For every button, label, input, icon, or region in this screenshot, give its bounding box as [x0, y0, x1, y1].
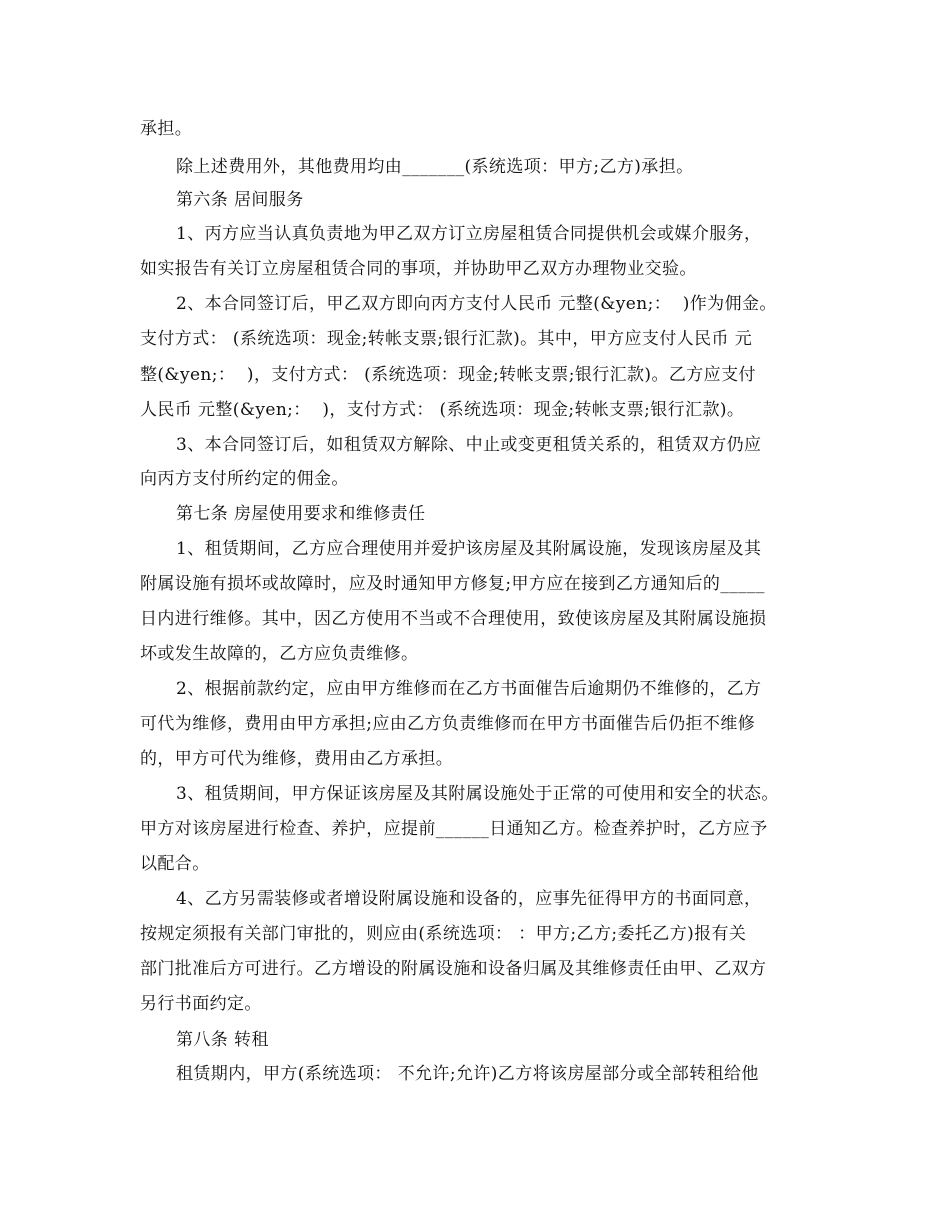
text-line: 除上述费用外，其他费用均由_______(系统选项：甲方;乙方)承担。 [176, 157, 694, 177]
text-line: 3、本合同签订后，如租赁双方解除、中止或变更租赁关系的，租赁双方仍应 [176, 435, 762, 455]
text-line: 支付方式： (系统选项：现金;转帐支票;银行汇款)。其中，甲方应支付人民币 元 [140, 329, 753, 349]
text-line: 另行书面约定。 [140, 994, 262, 1014]
text-line: 4、乙方另需装修或者增设附属设施和设备的，应事先征得甲方的书面同意， [176, 889, 762, 909]
text-line: 向丙方支付所约定的佣金。 [140, 469, 349, 489]
text-line: 甲方对该房屋进行检查、养护，应提前______日通知乙方。检查养护时，乙方应予 [140, 819, 768, 839]
text-line: 按规定须报有关部门审批的，则应由(系统选项： ：甲方;乙方;委托乙方)报有关 [140, 924, 747, 944]
section-heading: 第七条 房屋使用要求和维修责任 [176, 504, 426, 524]
text-line: 3、租赁期间，甲方保证该房屋及其附属设施处于正常的可使用和安全的状态。 [176, 784, 779, 804]
section-heading: 第六条 居间服务 [176, 190, 304, 210]
text-line: 如实报告有关订立房屋租赁合同的事项，并协助甲乙双方办理物业交验。 [140, 259, 697, 279]
text-line: 2、本合同签订后，甲乙双方即向丙方支付人民币 元整(&yen;： )作为佣金。 [176, 294, 777, 314]
text-line: 可代为维修，费用由甲方承担;应由乙方负责维修而在甲方书面催告后仍拒不维修 [140, 714, 756, 734]
text-line: 租赁期内，甲方(系统选项： 不允许;允许)乙方将该房屋部分或全部转租给他 [176, 1064, 759, 1084]
text-line: 的，甲方可代为维修，费用由乙方承担。 [140, 749, 454, 769]
text-line: 部门批准后方可进行。乙方增设的附属设施和设备归属及其维修责任由甲、乙双方 [140, 959, 767, 979]
text-line: 人民币 元整(&yen;： )，支付方式： (系统选项：现金;转帐支票;银行汇款)。 [140, 400, 745, 420]
text-line: 承担。 [140, 119, 193, 139]
text-line: 坏或发生故障的，乙方应负责维修。 [140, 644, 419, 664]
text-line: 附属设施有损坏或故障时，应及时通知甲方修复;甲方应在接到乙方通知后的_____ [140, 574, 765, 594]
section-heading: 第八条 转租 [176, 1030, 269, 1050]
text-line: 2、根据前款约定，应由甲方维修而在乙方书面催告后逾期仍不维修的，乙方 [176, 679, 762, 699]
text-line: 1、丙方应当认真负责地为甲乙双方订立房屋租赁合同提供机会或媒介服务， [176, 224, 762, 244]
text-line: 以配合。 [140, 854, 210, 874]
text-line: 整(&yen;： )，支付方式： (系统选项：现金;转帐支票;银行汇款)。乙方应支付 [140, 365, 756, 385]
text-line: 1、租赁期间，乙方应合理使用并爱护该房屋及其附属设施，发现该房屋及其 [176, 539, 762, 559]
text-line: 日内进行维修。其中，因乙方使用不当或不合理使用，致使该房屋及其附属设施损 [140, 609, 767, 629]
